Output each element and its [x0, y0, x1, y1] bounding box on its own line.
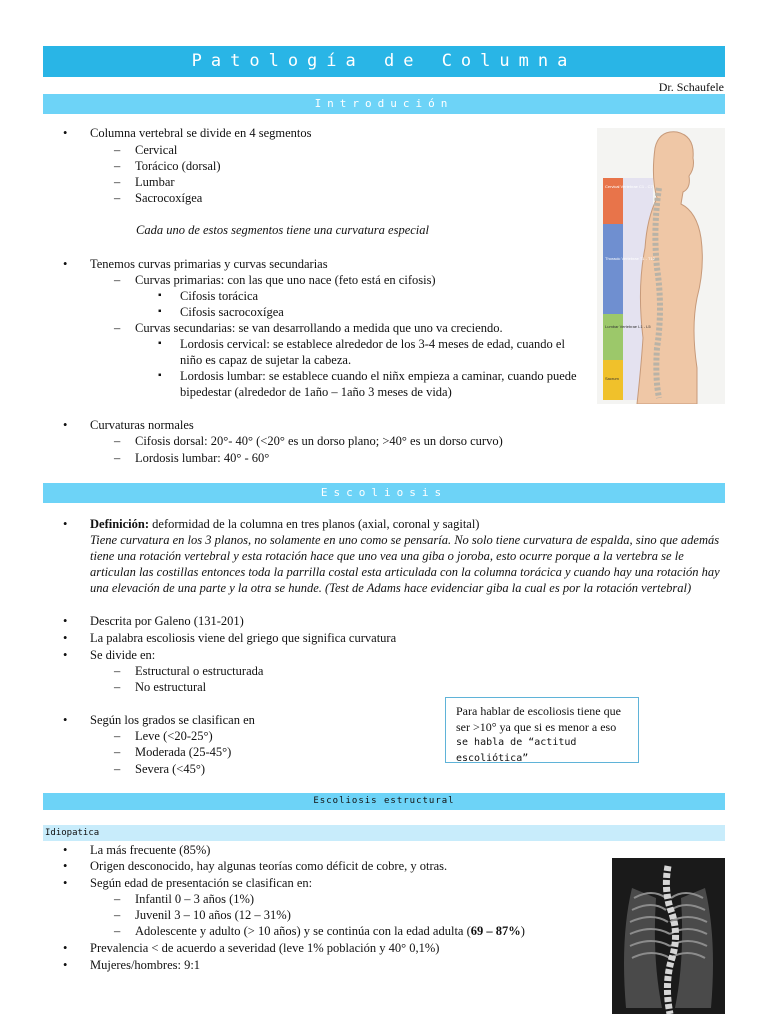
note-box [445, 697, 639, 763]
subsection-header-idiopatica: Idiopatica [43, 825, 725, 841]
list-item: ▪ Lordosis lumbar: se establece cuando el niñx empieza a caminar, cuando puede [180, 368, 577, 384]
list-item: – Curvas secundarias: se van desarrollando a medida que uno va creciendo. [135, 320, 503, 336]
list-item: – Lumbar [135, 174, 175, 190]
list-item: • Descrita por Galeno (131-201) [90, 613, 244, 629]
thoracic-band [603, 224, 623, 314]
xray-figure [612, 858, 725, 1014]
definition-label: Definición: [90, 517, 150, 531]
note-line-3: se habla de “actitud escoliótica” [456, 737, 577, 764]
list-item: • Mujeres/hombres: 9:1 [90, 957, 200, 973]
list-item: • Según edad de presentación se clasifican en: [90, 875, 312, 891]
section-header-escoliosis: Escoliosis [43, 483, 725, 503]
list-item: – Cervical [135, 142, 177, 158]
note-line-2: ser >10° ya que si es menor a eso [456, 720, 617, 734]
list-item: – Juvenil 3 – 10 años (12 – 31%) [135, 907, 291, 923]
label-lumbar: Lumbar Vertebrae L1 - L5 [605, 324, 651, 329]
list-item: – Adolescente y adulto (> 10 años) y se continúa con la edad adulta (69 – 87%) [135, 923, 525, 939]
segment-note: Cada uno de estos segmentos tiene una curvatura especial [136, 223, 430, 237]
list-item: ▪ Lordosis cervical: se establece alrededor de los 3-4 meses de edad, cuando el [180, 336, 565, 352]
list-item: • La más frecuente (85%) [90, 842, 210, 858]
definition-italic-3: articulan las costillas entonces toda la parrilla costal esta articulada con la columna torácica y cuando hay una rotación hay [90, 565, 720, 579]
list-item: – Curvas primarias: con las que uno nace (feto está en cifosis) [135, 272, 436, 288]
list-item-cont: niño es capaz de sujetar la cabeza. [180, 353, 352, 367]
definition-text: deformidad de la columna en tres planos (axial, coronal y sagital) [149, 517, 480, 531]
section-header-estructural: Escoliosis estructural [43, 793, 725, 810]
list-item: • Columna vertebral se divide en 4 segmentos [90, 125, 311, 141]
lumbar-band [603, 314, 623, 360]
list-item: – Cifosis dorsal: 20°- 40° (<20° es un dorso plano; >40° es un dorso curvo) [135, 433, 503, 449]
list-item: ▪ Cifosis torácica [180, 288, 258, 304]
list-item: – Severa (<45°) [135, 761, 205, 777]
label-cervical: Cervical Vertebrae C1 - C7 [605, 184, 653, 189]
page-title: Patología de Columna [43, 46, 725, 77]
list-item: ▪ Cifosis sacrocoxígea [180, 304, 284, 320]
section-header-intro: Introdución [43, 94, 725, 114]
definition-italic-2: tiene una rotación vertebral y esta rotación hace que uno vea una giba o joroba, esto ocurre porque a la vertebra se le [90, 549, 684, 563]
spine-figure [597, 128, 725, 404]
list-item: • Prevalencia < de acuerdo a severidad (leve 1% población y 40° 0,1%) [90, 940, 439, 956]
list-item: – Lordosis lumbar: 40° - 60° [135, 450, 269, 466]
list-item: – Sacrocoxígea [135, 190, 202, 206]
list-item: • Se divide en: [90, 647, 155, 663]
list-item: – Moderada (25-45°) [135, 744, 231, 760]
label-thoracic: Thoracic Vertebrae T1 - T12 [605, 256, 655, 261]
list-item: – Estructural o estructurada [135, 663, 263, 679]
list-item-cont: bipedestar (alrededor de 1año – 1año 3 meses de vida) [180, 385, 452, 399]
note-line-1: Para hablar de escoliosis tiene que [456, 704, 621, 718]
spine-illustration [597, 128, 725, 404]
list-item: – Infantil 0 – 3 años (1%) [135, 891, 254, 907]
definition-italic-1: Tiene curvatura en los 3 planos, no solamente en uno como se pensaría. No solo tiene curvatura de espalda, sino que además [90, 533, 720, 547]
author: Dr. Schaufele [658, 80, 724, 94]
definition-italic-4: una elevación de una parte y la otra se hunde. (Test de Adams hace evidenciar giba la cual es por la rotación vertebral) [90, 581, 692, 595]
list-item: • La palabra escoliosis viene del griego que significa curvatura [90, 630, 396, 646]
xray-image [612, 858, 725, 1014]
list-item: • Según los grados se clasifican en [90, 712, 255, 728]
list-item: – Leve (<20-25°) [135, 728, 213, 744]
list-item: – No estructural [135, 679, 206, 695]
list-item: • Curvaturas normales [90, 417, 194, 433]
list-item: – Torácico (dorsal) [135, 158, 221, 174]
list-item: • Origen desconocido, hay algunas teorías como déficit de cobre, y otras. [90, 858, 447, 874]
list-item: • Tenemos curvas primarias y curvas secundarias [90, 256, 328, 272]
label-sacrum: Sacrum [605, 376, 619, 381]
definition [90, 516, 479, 532]
